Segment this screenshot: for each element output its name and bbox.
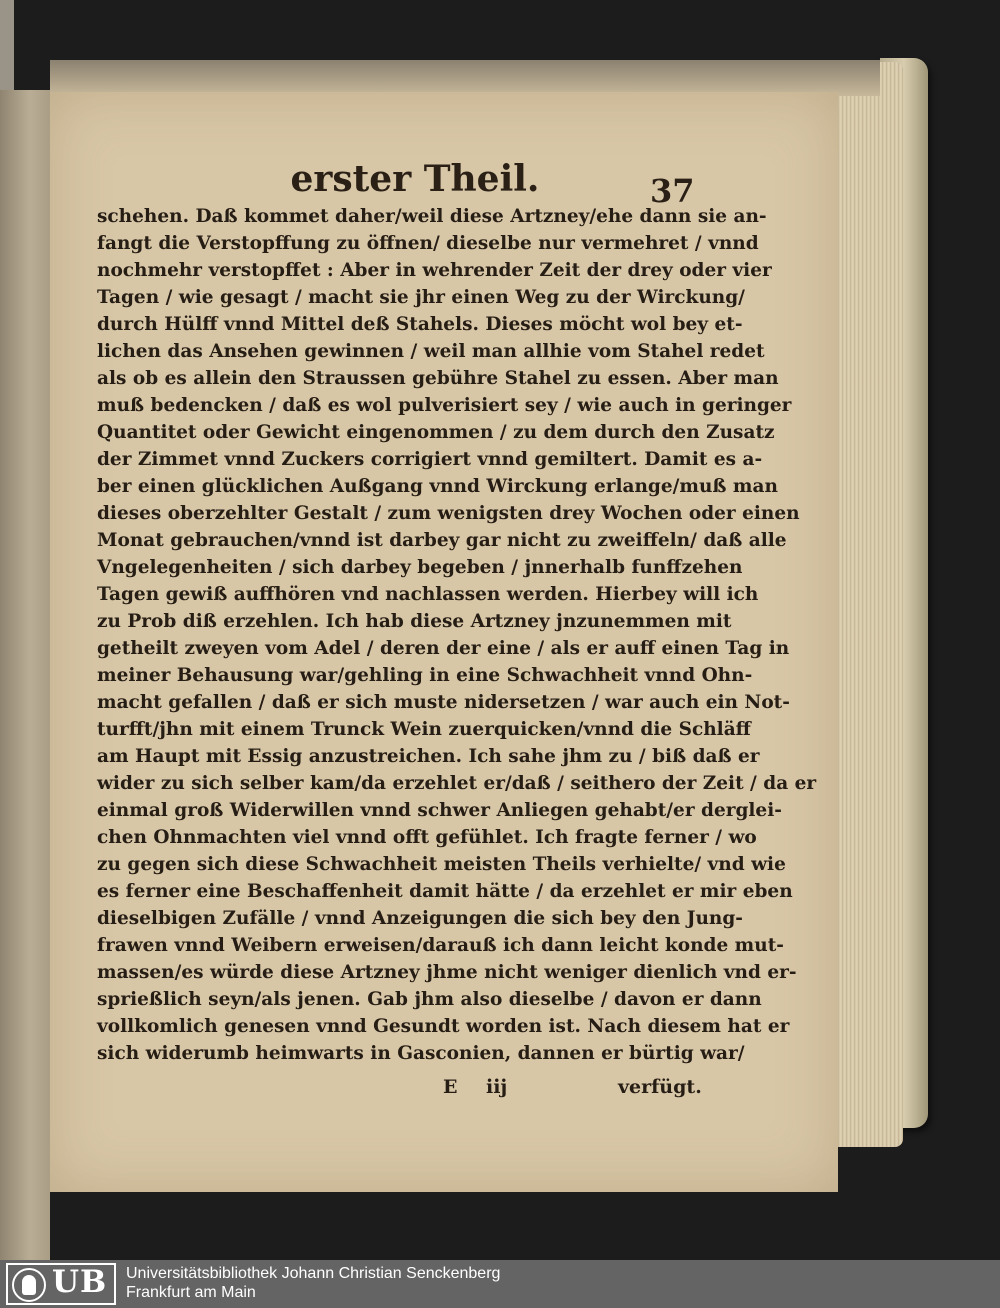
body-text [97,203,817,1067]
text-line: sich widerumb heimwarts in Gasconien, dannen er bürtig war/ [97,1043,745,1064]
logo-text: UB [52,1264,108,1300]
text-line: muß bedencken / daß es wol pulverisiert sey / wie auch in geringer [97,395,792,416]
text-line: als ob es allein den Straussen gebühre Stahel zu essen. Aber man [97,368,779,389]
left-page-edge [0,90,50,1260]
text-line: chen Ohnmachten viel vnnd offt gefühlet. Ich fragte ferner / wo [97,827,757,848]
page-stack-edge [835,62,903,1147]
text-line: zu gegen sich diese Schwachheit meisten Theils verhielte/ vnd wie [97,854,786,875]
text-line: durch Hülff vnnd Mittel deß Stahels. Dieses möcht wol bey et- [97,314,743,335]
text-line: ber einen glücklichen Außgang vnnd Wirckung erlange/muß man [97,476,778,497]
text-line: meiner Behausung war/gehling in eine Schwachheit vnnd Ohn- [97,665,753,686]
text-line: einmal groß Widerwillen vnnd schwer Anliegen gehabt/er derglei- [97,800,782,821]
text-line: Tagen gewiß auffhören vnd nachlassen werden. Hierbey will ich [97,584,759,605]
catchword: verfügt. [618,1076,702,1098]
text-line: vollkomlich genesen vnnd Gesundt worden ist. Nach diesem hat er [97,1016,790,1037]
signature-mark-letter: E [443,1076,458,1098]
library-name[interactable]: Universitätsbibliothek Johann Christian Senckenberg [126,1265,501,1282]
text-line: sprießlich seyn/als jenen. Gab jhm also dieselbe / davon er dann [97,989,762,1010]
text-line: nochmehr verstopffet : Aber in wehrender Zeit der drey oder vier [97,260,772,281]
library-emblem-icon [12,1268,46,1302]
text-line: fangt die Verstopffung zu öffnen/ dieselbe nur vermehret / vnnd [97,233,759,254]
text-line: macht gefallen / daß er sich muste nidersetzen / war auch ein Not- [97,692,790,713]
text-line: dieselbigen Zufälle / vnnd Anzeigungen die sich bey den Jung- [97,908,743,929]
text-line: Tagen / wie gesagt / macht sie jhr einen Weg zu der Wirckung/ [97,287,745,308]
running-head: erster Theil. [290,158,540,200]
text-line: getheilt zweyen vom Adel / deren der eine / als er auff einen Tag in [97,638,790,659]
text-line: frawen vnnd Weibern erweisen/darauß ich dann leicht konde mut- [97,935,784,956]
text-line: Vngelegenheiten / sich darbey begeben / jnnerhalb funffzehen [97,557,743,578]
library-city: Frankfurt am Main [126,1284,256,1301]
text-line: lichen das Ansehen gewinnen / weil man allhie vom Stahel redet [97,341,765,362]
page-number: 37 [650,172,695,210]
text-line: schehen. Daß kommet daher/weil diese Artzney/ehe dann sie an- [97,206,767,227]
text-line: massen/es würde diese Artzney jhme nicht weniger dienlich vnd er- [97,962,797,983]
text-line: Quantitet oder Gewicht eingenommen / zu dem durch den Zusatz [97,422,775,443]
signature-mark-number: iij [486,1076,508,1098]
page-top-edge [50,60,880,96]
text-line: turfft/jhn mit einem Trunck Wein zuerquicken/vnnd die Schläff [97,719,751,740]
text-line: es ferner eine Beschaffenheit damit hätte / da erzehlet er mir eben [97,881,793,902]
text-line: dieses oberzehlter Gestalt / zum wenigsten drey Wochen oder einen [97,503,800,524]
text-line: Monat gebrauchen/vnnd ist darbey gar nicht zu zweiffeln/ daß alle [97,530,787,551]
text-line: am Haupt mit Essig anzustreichen. Ich sahe jhm zu / biß daß er [97,746,760,767]
text-line: wider zu sich selber kam/da erzehlet er/daß / seithero der Zeit / da er [97,773,817,794]
text-line: zu Prob diß erzehlen. Ich hab diese Artzney jnzunemmen mit [97,611,732,632]
text-line: der Zimmet vnnd Zuckers corrigiert vnnd gemiltert. Damit es a- [97,449,763,470]
